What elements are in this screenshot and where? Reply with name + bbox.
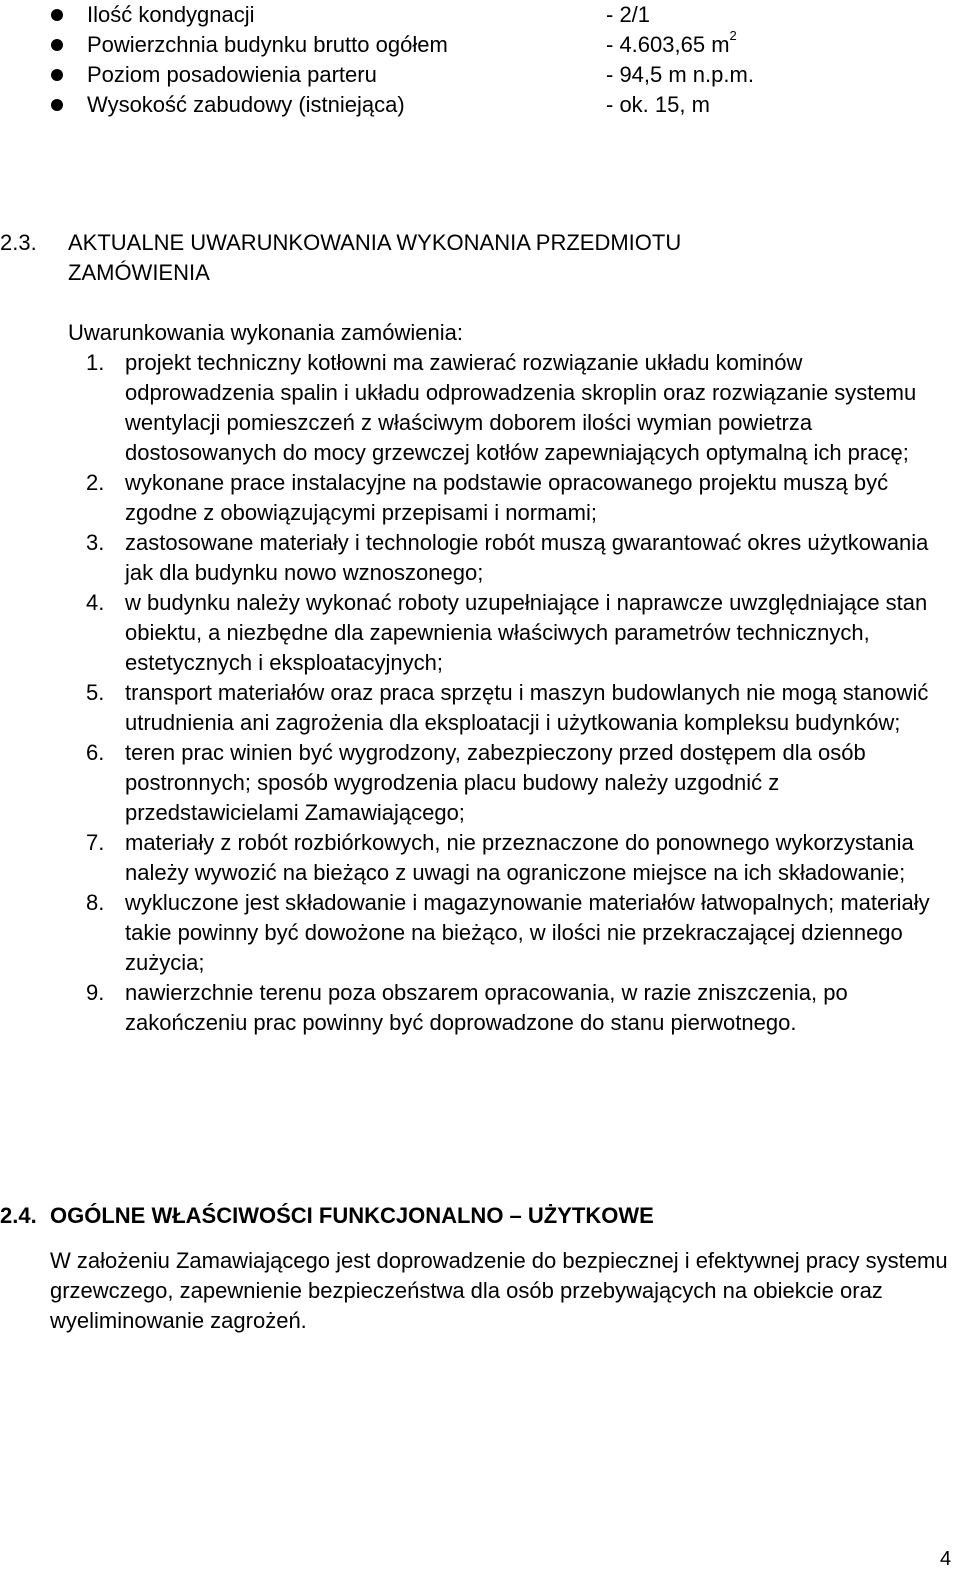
section-title: AKTUALNE UWARUNKOWANIA WYKONANIA PRZEDMIOTU ZAMÓWIENIA	[68, 230, 682, 285]
item-text: transport materiałów oraz praca sprzętu i maszyn budowlanych nie mogą stanowić utrudnienia ani zagrożenia dla eksploatacji i użytkowania kompleksu budynków;	[125, 680, 929, 735]
item-text: nawierzchnie terenu poza obszarem opracowania, w razie zniszczenia, po zakończeniu prac powinny być doprowadzone do stanu pierwotnego.	[125, 980, 848, 1035]
item-text: materiały z robót rozbiórkowych, nie przeznaczone do ponownego wykorzystania należy wywozić na bieżąco z uwagi na ograniczone miejsce na ich składowanie;	[125, 830, 914, 885]
section-number: 2.4.	[0, 1203, 37, 1228]
bullet-icon	[51, 69, 63, 81]
list-item	[0, 348, 960, 468]
item-number: 9.	[86, 980, 105, 1005]
item-text: projekt techniczny kotłowni ma zawierać rozwiązanie układu kominów odprowadzenia spalin i układu odprowadzenia skroplin oraz rozwiązanie systemu wentylacji pomieszczeń z właściwym doborem ilości wymian powietrza dostosowanych do mocy grzewczej kotłów zapewniających optymalną ich pracę;	[125, 350, 917, 465]
page-number: 4	[940, 1548, 952, 1570]
section-number: 2.3.	[0, 230, 37, 255]
param-label: Powierzchnia budynku brutto ogółem	[87, 32, 448, 57]
item-number: 5.	[86, 680, 105, 705]
list-item	[0, 588, 960, 678]
param-label: Ilość kondygnacji	[87, 2, 255, 27]
list-item	[0, 828, 960, 888]
item-number: 8.	[86, 890, 105, 915]
item-number: 3.	[86, 530, 105, 555]
param-value: - 94,5 m n.p.m.	[606, 62, 754, 87]
bullet-icon	[51, 99, 63, 111]
list-item	[0, 468, 960, 528]
section-intro: Uwarunkowania wykonania zamówienia:	[68, 320, 463, 345]
list-item	[0, 60, 960, 92]
list-item	[0, 528, 960, 588]
list-item	[0, 978, 960, 1038]
item-number: 2.	[86, 470, 105, 495]
item-number: 1.	[86, 350, 105, 375]
param-value: - ok. 15, m	[606, 92, 710, 117]
item-number: 7.	[86, 830, 105, 855]
list-item	[0, 27, 960, 62]
section-title: OGÓLNE WŁAŚCIWOŚCI FUNKCJONALNO – UŻYTKOWE	[50, 1203, 654, 1228]
item-text: wykluczone jest składowanie i magazynowanie materiałów łatwopalnych; materiały takie powinny być dowożone na bieżąco, w ilości nie przekraczającej dziennego zużycia;	[125, 890, 930, 975]
requirements-list	[0, 348, 960, 1038]
item-number: 4.	[86, 590, 105, 615]
section-paragraph: W założeniu Zamawiającego jest doprowadzenie do bezpiecznej i efektywnej pracy systemu grzewczego, zapewnienie bezpieczeństwa dla osób przebywających na obiekcie oraz wyeliminowanie zagrożeń.	[50, 1248, 948, 1333]
list-item	[0, 678, 960, 738]
param-label: Wysokość zabudowy (istniejąca)	[87, 92, 405, 117]
bullet-icon	[51, 9, 63, 21]
param-label: Poziom posadowienia parteru	[87, 62, 377, 87]
list-item	[0, 90, 960, 122]
bullet-icon	[51, 39, 63, 51]
list-item	[0, 738, 960, 828]
item-text: teren prac winien być wygrodzony, zabezpieczony przed dostępem dla osób postronnych; sposób wygrodzenia placu budowy należy uzgodnić z przedstawicielami Zamawiającego;	[125, 740, 866, 825]
item-number: 6.	[86, 740, 105, 765]
item-text: w budynku należy wykonać roboty uzupełniające i naprawcze uwzględniające stan obiektu, a niezbędne dla zapewnienia właściwych parametrów technicznych, estetycznych i eksploatacyjnych;	[125, 590, 928, 675]
item-text: wykonane prace instalacyjne na podstawie opracowanego projektu muszą być zgodne z obowiązującymi przepisami i normami;	[125, 470, 889, 525]
param-value: - 4.603,65 $m^2$	[606, 27, 737, 57]
item-text: zastosowane materiały i technologie robót muszą gwarantować okres użytkowania jak dla budynku nowo wznoszonego;	[125, 530, 929, 585]
building-params-list	[0, 0, 960, 128]
list-item	[0, 888, 960, 978]
param-value: - 2/1	[606, 2, 651, 27]
list-item	[0, 0, 960, 32]
